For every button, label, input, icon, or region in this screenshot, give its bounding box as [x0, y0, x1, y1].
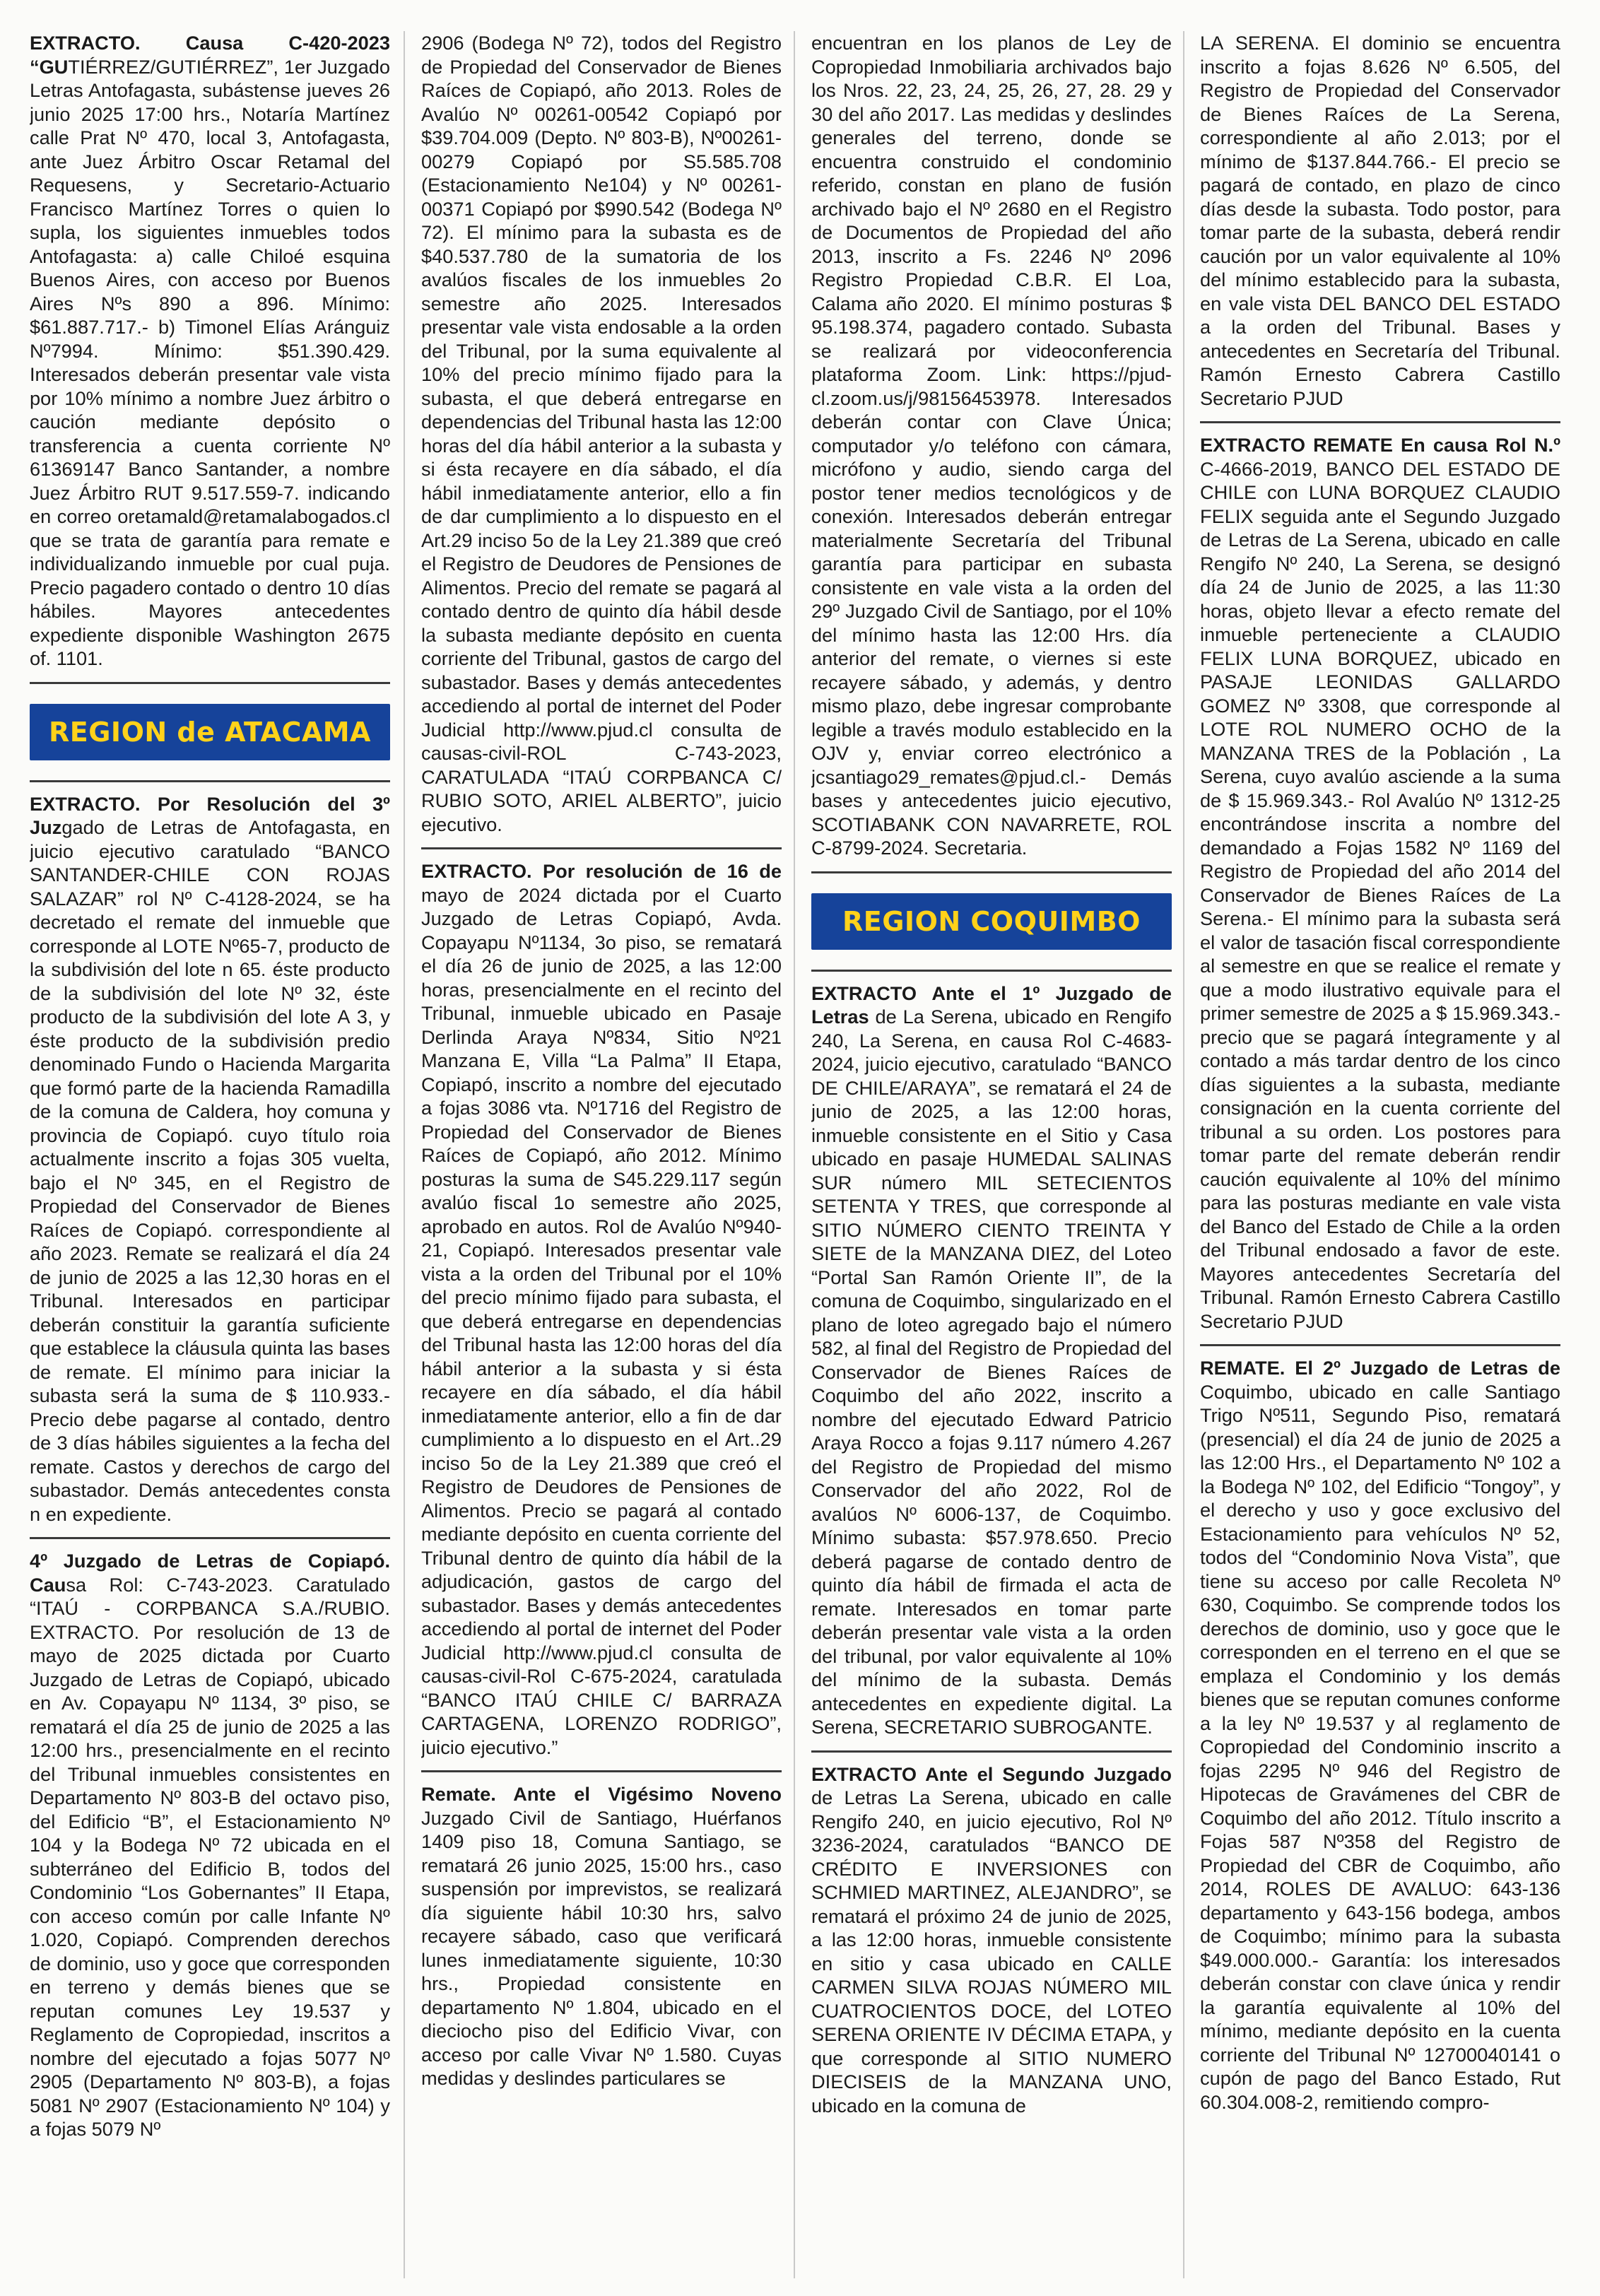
- notice-body: Juzgado Civil de Santiago, Huérfanos 1409 piso 18, Comuna Santiago, se rematará 26 junio 2025, 15:00 hrs., caso suspensión por imprevistos, se realizará día siguiente hábil 10:30 hrs, salvo recayere sábado, caso que verificará lunes inmediatamente siguiente, 10:30 hrs., Propiedad consistente en departamento Nº 1.804, ubicado en el dieciocho piso del Edificio Vivar, con acceso por calle Vivar Nº 1.580. Cuyas medidas y deslindes particulares se: [421, 1806, 782, 2089]
- notice-body: Coquimbo, ubicado en calle Santiago Trigo Nº511, Segundo Piso, rematará (presencial) el día 24 de junio de 2025 a las 12:00 Hrs., el Departamento Nº 102 a la Bodega Nº 102, del Edificio “Tongoy”, y el derecho y uso y goce exclusivo del Estacionamiento para vehículos Nº 52, todos del “Condominio Nova Vista”, que tiene su acceso por calle Recoleta Nº 630, Coquimbo. Se comprende todos los derechos de dominio, uso y goce que le corresponden en el terreno en el que se emplaza el Condominio y los demás bienes que se reputan comunes conforme a la ley Nº 19.537 y al reglamento de Copropiedad del Condominio inscrito a fojas 2295 Nº 946 del Registro de Hipotecas de Gravámenes del CBR de Coquimbo del año 2012. Título inscrito a Fojas 587 Nº358 del Registro de Propiedad del CBR de Coquimbo, año 2014, ROLES DE AVALUO: 643-136 departamento y 643-156 bodega, ambos de Coquimbo; mínimo para la subasta $49.000.000.- Garantía: los interesados deberán constar con clave única y rendir la garantía equivalente al 10% del mínimo, mediante depósito en la cuenta corriente del Tribunal Nº 12700040141 o cupón de pago del Banco Estado, Rut 60.304.008-2, remitiendo compro-: [1200, 1380, 1560, 2113]
- notice-body: C-4666-2019, BANCO DEL ESTADO DE CHILE con LUNA BORQUEZ CLAUDIO FELIX seguida ante el Segundo Juzgado de Letras de La Serena, ubicado en calle Rengifo Nº 240, La Serena, se designó día 24 de Junio de 2025, a las 11:30 horas, objeto llevar a efecto remate del inmueble perteneciente a CLAUDIO FELIX LUNA BORQUEZ, ubicado en PASAJE LEONIDAS GALLARDO GOMEZ Nº 3308, que corresponde al LOTE ROL NUMERO OCHO de la MANZANA TRES de la Población , La Serena, cuyo avalúo asciende a la suma de $ 15.969.343.- Rol Avalúo Nº 1312-25 encontrándose inscrita a nombre del demandado a Fojas 1582 Nº 1169 del Registro de Propiedad del año 2014 del Conservador de Bienes Raíces de La Serena.- El mínimo para la subasta será el valor de tasación fiscal correspondiente al semestre en que se realice el remate y que a modo ilustrativo equivale para el primer semestre de 2025 a $ 15.969.343.- precio que se pagará íntegramente y al contado a más tardar dentro de los cinco días siguientes a la subasta, mediante consignación en la cuenta corriente del tribunal a su orden. Los postores para tomar parte del remate deberán rendir caución equivalente al 10% del mínimo para las posturas mediante en vale vista del Banco del Estado de Chile a la orden del Tribunal endosado a favor de este. Mayores antecedentes Secretaría del Tribunal. Ramón Ernesto Cabrera Castillo Secretario PJUD: [1200, 457, 1560, 1332]
- notice-lead: EXTRACTO. Por Resolución del 3º Juz: [30, 792, 390, 838]
- legal-notice: [30, 1549, 390, 2141]
- column-divider: [1183, 31, 1184, 2278]
- notice-lead: EXTRACTO. Por resolución de 16 de: [421, 860, 782, 882]
- column-divider: [794, 31, 795, 2278]
- legal-notice: [811, 982, 1172, 1739]
- notice-lead: EXTRACTO Ante el 1º Juzgado de Letras: [811, 982, 1172, 1028]
- legal-notice: [811, 1762, 1172, 2118]
- legal-notice: [30, 792, 390, 1526]
- notice-lead: Remate. Ante el Vigésimo Noveno: [421, 1783, 782, 1805]
- legal-notice: [30, 31, 390, 671]
- legal-notice: [1200, 1356, 1560, 2114]
- notice-body: 2906 (Bodega Nº 72), todos del Registro de Propiedad del Conservador de Bienes Raíces de Copiapó, año 2013. Roles de Avalúo Nº 00261-00542 Copiapó por $39.704.009 (Depto. Nº 803-B), Nº00261-00279 Copiapó por S5.585.708 (Estacionamiento Ne104) y Nº 00261-00371 Copiapó por $990.542 (Bodega Nº 72). El mínimo para la subasta es de $40.537.780 de la sumatoria de los avalúos fiscales de los inmuebles 2o semestre año 2025. Interesados presentar vale vista endosable a la orden del Tribunal, por la suma equivalente al 10% del precio mínimo fijado para la subasta, el que deberá entregarse en dependencias del Tribunal hasta las 12:00 horas del día hábil anterior a la subasta y si ésta recayere en día sábado, el día hábil inmediatamente anterior, ello a fin de dar cumplimiento a lo dispuesto en el Art.29 inciso 5o de la Ley 21.389 que creó el Registro de Deudores de Pensiones de Alimentos. Precio del remate se pagará al contado dentro de quinto día hábil desde la subasta mediante depósito en cuenta corriente del Tribunal, gastos de cargo del subastador. Bases y demás antecedentes accediendo al portal de internet del Poder Judicial http://www.pjud.cl consulta de causas-civil-ROL C-743-2023, CARATULADA “ITAÚ CORPBANCA C/ RUBIO SOTO, ARIEL ALBERTO”, juicio ejecutivo.: [421, 32, 782, 835]
- column-4: [1200, 31, 1560, 2278]
- section-rule: [30, 780, 390, 782]
- legal-notice: [421, 31, 782, 836]
- notice-body: de La Serena, ubicado en Rengifo 240, La Serena, en causa Rol C-4683-2024, juicio ejecutivo, caratulado “BANCO DE CHILE/ARAYA”, se rematará el 24 de junio de 2025, a las 12:00 horas, inmueble consistente en el Sitio y Casa ubicado en pasaje HUMEDAL SALINAS SUR número MIL SETECIENTOS SETENTA Y TRES, que corresponde al SITIO NÚMERO CIENTO TREINTA Y SIETE de la MANZANA DIEZ, del Loteo “Portal San Ramón Oriente II”, de la comuna de Coquimbo, singularizado en el plano de loteo agregado bajo el número 582, al final del Registro de Propiedad del Conservador de Bienes Raíces de Coquimbo del año 2022, inscrito a nombre del ejecutado Edward Patricio Araya Rocco a fojas 9.117 número 4.267 del Registro de Propiedad del mismo Conservador del año 2022, Rol de avalúos Nº 6006-137, de Coquimbo. Mínimo subasta: $57.978.650. Precio deberá pagarse de contado dentro de quinto día hábil de firmada el acta de remate. Interesados en tomar parte deberán presentar vale vista a la orden del tribunal, por valor equivalente al 10% del mínimo de la subasta. Demás antecedentes en expediente digital. La Serena, SECRETARIO SUBROGANTE.: [811, 1006, 1172, 1738]
- section-rule: [811, 871, 1172, 873]
- column-2: [421, 31, 782, 2278]
- notice-body: sa Rol: C-743-2023. Caratulado “ITAÚ - CORPBANCA S.A./RUBIO. EXTRACTO. Por resolución de 13 de mayo de 2025 dictada por Cuarto Juzgado de Letras de Copiapó, ubicado en Av. Copayapu Nº 1134, 3º piso, se rematará el día 25 de junio de 2025 a las 12:00 hrs., presencialmente en el recinto del Tribunal inmuebles consistentes en Departamento Nº 803-B del octavo piso, del Edificio “B”, el Estacionamiento Nº 104 y la Bodega Nº 72 ubicada en el subterráneo del Edificio B, todos del Condominio “Los Gobernantes” II Etapa, con acceso común por calle Infante Nº 1.020, Copiapó. Comprenden derechos de dominio, uso y goce que corresponden en terreno y demás bienes que se reputan comunes Ley 19.537 y Reglamento de Copropiedad, inscritos a nombre del ejecutado a fojas 5077 Nº 2905 (Departamento Nº 803-B), a fojas 5081 Nº 2907 (Estacionamiento Nº 104) y a fojas 5079 Nº: [30, 1573, 390, 2140]
- legal-notice: [1200, 31, 1560, 410]
- notice-body: de Letras La Serena, ubicado en calle Rengifo 240, en juicio ejecutivo, Rol Nº 3236-2024, caratulados “BANCO DE CRÉDITO E INVERSIONES con SCHMIED MARTINEZ, ALEJANDRO”, se rematará el próximo 24 de junio de 2025, a las 12:00 horas, inmueble consistente en sitio y casa ubicado en CALLE CARMEN SILVA ROJAS NÚMERO MIL CUATROCIENTOS DOCE, del LOTEO SERENA ORIENTE IV DÉCIMA ETAPA, y que corresponde al SITIO NUMERO DIECISEIS de la MANZANA UNO, ubicado en la comuna de: [811, 1786, 1172, 2117]
- notice-lead: REMATE. El 2º Juzgado de Letras de: [1200, 1357, 1560, 1379]
- section-rule: [421, 847, 782, 849]
- section-rule: [30, 682, 390, 684]
- region-banner: REGION COQUIMBO: [811, 893, 1172, 950]
- notice-lead: EXTRACTO Ante el Segundo Juzgado: [811, 1762, 1172, 1785]
- notice-lead: 4º Juzgado de Letras de Copiapó. Cau: [30, 1550, 390, 1596]
- notice-lead: EXTRACTO. Causa C-420-2023 “GU: [30, 32, 390, 78]
- column-divider: [404, 31, 405, 2278]
- section-rule: [421, 1770, 782, 1772]
- notice-body: mayo de 2024 dictada por el Cuarto Juzgado de Letras Copiapó, Avda. Copayapu Nº1134, 3o piso, se rematará el día 26 de junio de 2025, a las 12:00 horas, presencialmente en el recinto del Tribunal, inmueble ubicado en Pasaje Derlinda Araya Nº834, Sitio Nº21 Manzana E, Villa “La Palma” II Etapa, Copiapó, inscrito a nombre del ejecutado a fojas 3086 vta. Nº1716 del Registro de Propiedad del Conservador de Bienes Raíces de Copiapó, año 2012. Mínimo posturas la suma de S45.229.117 según avalúo fiscal 1o semestre año 2025, aprobado en autos. Rol de Avalúo Nº940-21, Copiapó. Interesados presentar vale vista a la orden del Tribunal por el 10% del precio mínimo fijado para subasta, el que deberá entregarse en dependencias del Tribunal hasta las 12:00 horas del día hábil anterior a la subasta y si ésta recayere en día sábado, el día hábil inmediatamente anterior, ello a fin de dar cumplimiento a lo dispuesto en el Art..29 inciso 5o de la Ley 21.389 que creó el Registro de Deudores de Pensiones de Alimentos. Precio se pagará al contado mediante depósito en cuenta corriente del Tribunal dentro de quinto día hábil de la adjudicación, gastos de cargo del subastador. Bases y demás antecedentes accediendo al portal de internet del Poder Judicial http://www.pjud.cl consulta de causas-civil-Rol C-675-2024, caratulada “BANCO ITAÚ CHILE C/ BARRAZA CARTAGENA, LORENZO RODRIGO”, juicio ejecutivo.”: [421, 883, 782, 1758]
- legal-notice: [811, 31, 1172, 860]
- section-rule: [811, 1750, 1172, 1753]
- section-rule: [1200, 421, 1560, 423]
- legal-notice: [1200, 433, 1560, 1333]
- notice-body: LA SERENA. El dominio se encuentra inscrito a fojas 8.626 Nº 6.505, del Registro de Propiedad del Conservador de Bienes Raíces de La Serena, correspondiente al año 2.013; por el mínimo de $137.844.766.- El precio se pagará de contado, en plazo de cinco días desde la subasta. Todo postor, para tomar parte de la subasta, deberá rendir caución por un valor equivalente al 10% del mínimo establecido para la subasta, en vale vista DEL BANCO DEL ESTADO a la orden del Tribunal. Bases y antecedentes en Secretaría del Tribunal. Ramón Ernesto Cabrera Castillo Secretario PJUD: [1200, 32, 1560, 409]
- column-1: [30, 31, 390, 2278]
- section-rule: [30, 1537, 390, 1539]
- legal-notice: [421, 859, 782, 1759]
- notice-body: gado de Letras de Antofagasta, en juicio ejecutivo caratulado “BANCO SANTANDER-CHILE CON ROJAS SALAZAR” rol Nº C-4128-2024, se ha decretado el remate del inmueble que corresponde al LOTE Nº65-7, producto de la subdivisión del lote n 65. éste producto de la subdivisión del lote Nº 32, éste producto de la subdivisión del lote A 3, y éste producto de la subdivisión predio denominado Fundo o Hacienda Margarita que formó parte de la hacienda Ramadilla de la comuna de Caldera, hoy comuna y provincia de Copiapó. cuyo título roia actualmente inscrito a fojas 305 vuelta, bajo el Nº 345, en el Registro de Propiedad del Conservador de Bienes Raíces de Copiapó. correspondiente al año 2023. Remate se realizará el día 24 de junio de 2025 a las 12,30 horas en el Tribunal. Interesados en participar deberán constituir la garantía suficiente que establece la cláusula quinta las bases de remate. El mínimo para iniciar la subasta será la suma de $ 110.933.- Precio debe pagarse al contado, dentro de 3 días hábiles siguientes a la fecha del remate. Castos y derechos de cargo del subastador. Demás antecedentes consta n en expediente.: [30, 816, 390, 1525]
- notice-body: encuentran en los planos de Ley de Copropiedad Inmobiliaria archivados bajo los Nros. 22, 23, 24, 25, 26, 27, 28. 29 y 30 del año 2017. Las medidas y deslindes generales del terreno, donde se encuentra construido el condominio referido, constan en plano de fusión archivado bajo el Nº 2680 en el Registro de Documentos de Propiedad del año 2013, inscrito a Fs. 2246 Nº 2096 Registro Propiedad C.B.R. El Loa, Calama año 2020. El mínimo posturas $ 95.198.374, pagadero contado. Subasta se realizará por videoconferencia plataforma Zoom. Link: https://pjud-cl.zoom.us/j/98156453978. Interesados deberán contar con Clave Única; computador y/o teléfono con cámara, micrófono y audio, siendo carga del postor tener medios tecnológicos y de conexión. Interesados deberán entregar materialmente Secretaría del Tribunal garantía para participar en subasta consistente en vale vista a la orden del 29º Juzgado Civil de Santiago, por el 10% del mínimo hasta las 12:00 Hrs. día anterior del remate, o viernes si este recayere sábado, y además, y dentro mismo plazo, debe ingresar comprobante legible a través modulo establecido en la OJV y, enviar correo electrónico a jcsantiago29_remates@pjud.cl.- Demás bases y antecedentes juicio ejecutivo, SCOTIABANK CON NAVARRETE, ROL C-8799-2024. Secretaria.: [811, 32, 1172, 859]
- legal-notice: [421, 1782, 782, 2090]
- notice-lead: EXTRACTO REMATE En causa Rol N.º: [1200, 434, 1560, 456]
- column-3: [811, 31, 1172, 2278]
- section-rule: [1200, 1344, 1560, 1346]
- notice-body: TIÉRREZ/GUTIÉRREZ”, 1er Juzgado Letras Antofagasta, subástense jueves 26 junio 2025 17:00 hrs., Notaría Martínez calle Prat Nº 470, local 3, Antofagasta, ante Juez Árbitro Oscar Retamal del Requesens, y Secretario-Actuario Francisco Martínez Torres o quien lo supla, los siguientes inmuebles todos Antofagasta: a) calle Chiloé esquina Buenos Aires, con acceso por Buenos Aires Nºs 890 a 896. Mínimo: $61.887.717.- b) Timonel Elías Aránguiz Nº7994. Mínimo: $51.390.429. Interesados deberán presentar vale vista por 10% mínimo a nombre Juez árbitro o caución mediante depósito o transferencia a cuenta corriente Nº 61369147 Banco Santander, a nombre Juez Árbitro RUT 9.517.559-7. indicando en correo oretamald@retamalabogados.cl que se trata de garantía para remate e individualizando inmueble por cual puja. Precio pagadero contado o dentro 10 días hábiles. Mayores antecedentes expediente disponible Washington 2675 of. 1101.: [30, 55, 390, 669]
- region-banner: REGION de ATACAMA: [30, 704, 390, 760]
- section-rule: [811, 970, 1172, 972]
